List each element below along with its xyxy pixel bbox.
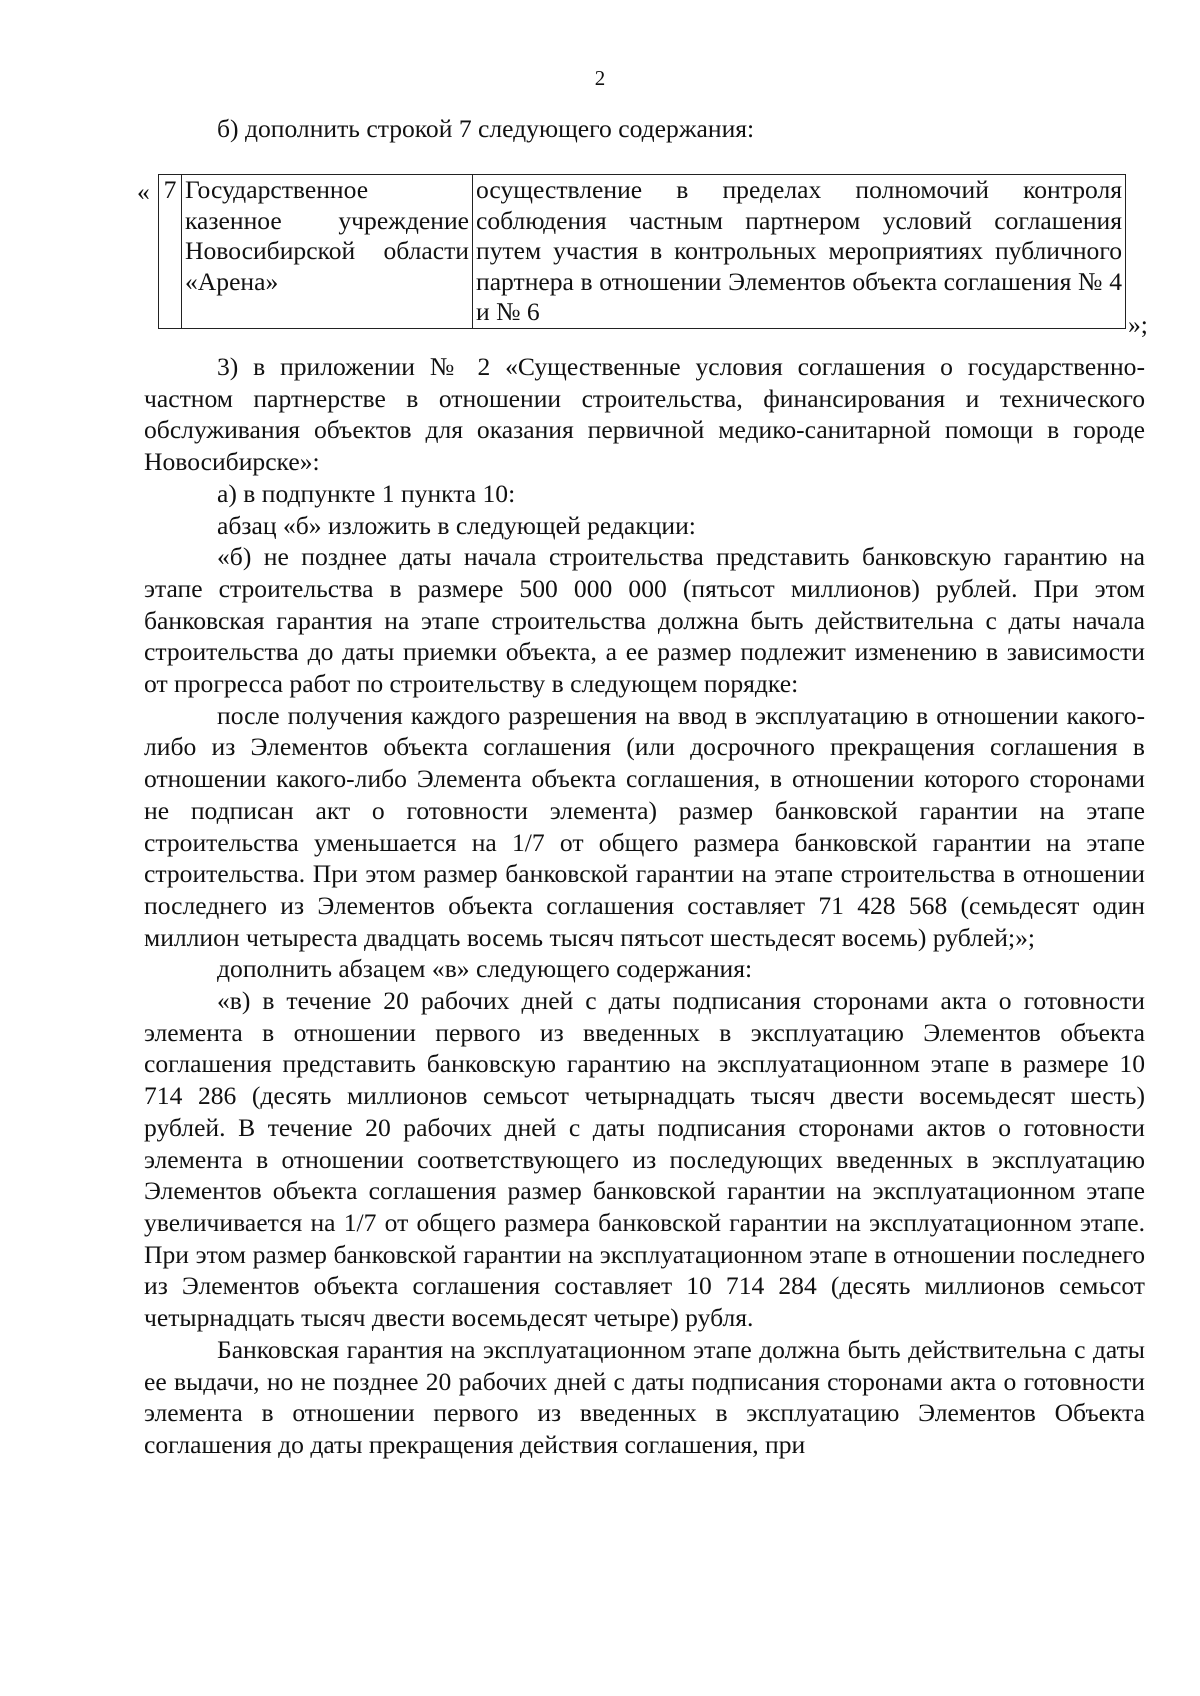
inserted-row-table xyxy=(158,174,1126,329)
paragraph-subitem-a: а) в подпункте 1 пункта 10: xyxy=(217,478,516,508)
row-number-cell: 7 xyxy=(159,175,182,329)
paragraph-abzac-b-intro: абзац «б» изложить в следующей редакции: xyxy=(217,510,696,540)
paragraph-guarantee-validity: Банковская гарантия на эксплуатационном этапе должна быть действительна с даты ее выдачи, но не позднее 20 рабочих дней с даты подписания сторонами акта о готовности элемента в отношении первого из введенных в эксплуатацию Элементов Объекта соглашения до даты прекращения действия соглашения, при xyxy=(144,1334,1145,1459)
body-text xyxy=(144,351,1145,1461)
paragraph-abzac-v-text: «в) в течение 20 рабочих дней с даты подписания сторонами акта о готовности элемента в отношении первого из введенных в эксплуатацию Элементов объекта соглашения представить банковскую гарантию на эксплуатационном этапе в размере 10 714 286 (десять миллионов семьсот четырнадцать тысяч двести восемьдесят шесть) рублей. В течение 20 рабочих дней с даты подписания сторонами актов о готовности элемента в отношении соответствующего из последующих введенных в эксплуатацию Элементов объекта соглашения размер банковской гарантии на эксплуатационном этапе увеличивается на 1/7 от общего размера банковской гарантии на эксплуатационном этапе. При этом размер банковской гарантии на эксплуатационном этапе в отношении последнего из Элементов объекта соглашения составляет 10 714 284 (десять миллионов семьсот четырнадцать тысяч двести восемьдесят четыре) рубля. xyxy=(144,986,1145,1333)
table-quote-open: « xyxy=(137,177,150,206)
table-row xyxy=(159,175,1126,329)
paragraph-abzac-b-text: «б) не позднее даты начала строительства представить банковскую гарантию на этапе строительства в размере 500 000 000 (пятьсот миллионов) рублей. При этом банковская гарантия на этапе строительства должна быть действительна с даты начала строительства до даты приемки объекта, а ее размер подлежит изменению в зависимости от прогресса работ по строительству в следующем порядке: xyxy=(144,542,1145,699)
paragraph-abzac-v-intro: дополнить абзацем «в» следующего содержания: xyxy=(217,954,753,984)
table-quote-close: »; xyxy=(1128,310,1148,339)
page-number: 2 xyxy=(594,66,606,90)
intro-subitem-b: б) дополнить строкой 7 следующего содержания: xyxy=(217,114,755,143)
function-cell: осуществление в пределах полномочий контроля соблюдения частным партнером условий соглашения путем участия в контрольных мероприятиях публичного партнера в отношении Элементов объекта соглашения № 4 и № 6 xyxy=(473,175,1126,329)
organization-cell: Государственное казенное учреждение Новосибирской области «Арена» xyxy=(182,175,473,329)
paragraph-reduction-rule: после получения каждого разрешения на ввод в эксплуатацию в отношении какого-либо из Элементов объекта соглашения (или досрочного прекращения соглашения в отношении какого-либо Элемента объекта соглашения, в отношении которого сторонами не подписан акт о готовности элемента) размер банковской гарантии на этапе строительства уменьшается на 1/7 от общего размера банковской гарантии на этапе строительства. При этом размер банковской гарантии на этапе строительства в отношении последнего из Элементов объекта соглашения составляет 71 428 568 (семьдесят один миллион четыреста двадцать восемь тысяч пятьсот шестьдесят восемь) рублей;»; xyxy=(144,700,1145,952)
paragraph-item-3: 3) в приложении № 2 «Существенные условия соглашения о государственно-частном партнерстве в отношении строительства, финансирования и технического обслуживания объектов для оказания первичной медико-санитарной помощи в городе Новосибирске»: xyxy=(144,352,1145,477)
